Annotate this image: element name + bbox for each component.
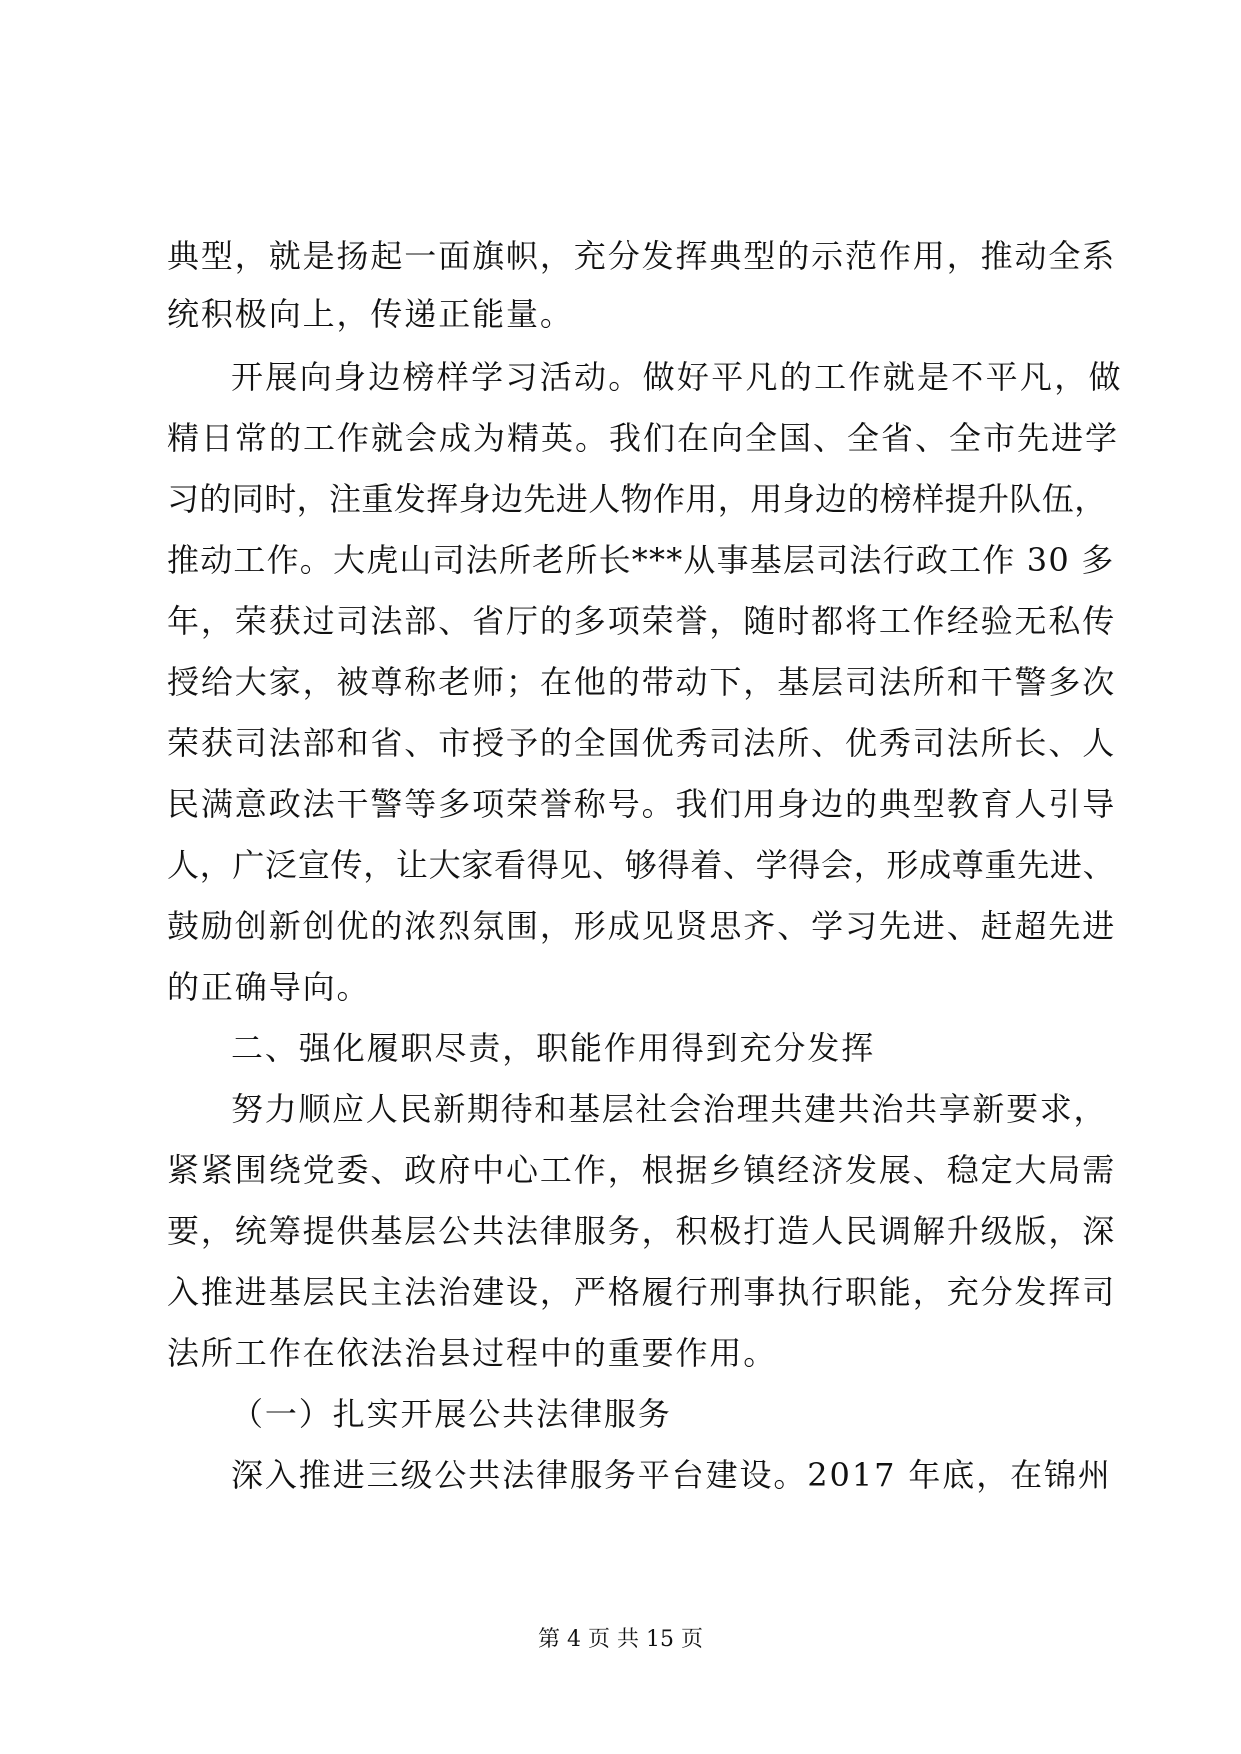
text-line: 要，统筹提供基层公共法律服务，积极打造人民调解升级版，深 (167, 1212, 1117, 1250)
text-line: 开展向身边榜样学习活动。做好平凡的工作就是不平凡，做 (231, 358, 1123, 396)
text-line: 推动工作。大虎山司法所老所长***从事基层司法行政工作 30 多 (167, 541, 1115, 579)
text-line: 鼓励创新创优的浓烈氛围，形成见贤思齐、学习先进、赶超先进 (167, 907, 1117, 945)
text-line: 入推进基层民主法治建设，严格履行刑事执行职能，充分发挥司 (167, 1273, 1117, 1311)
text-line: 人，广泛宣传，让大家看得见、够得着、学得会，形成尊重先进、 (167, 846, 1116, 884)
subsection-heading: （一）扎实开展公共法律服务 (231, 1395, 672, 1433)
text-line: 习的同时，注重发挥身边先进人物作用，用身边的榜样提升队伍， (167, 480, 1107, 518)
text-line: 统积极向上，传递正能量。 (167, 295, 574, 333)
text-line: 精日常的工作就会成为精英。我们在向全国、全省、全市先进学 (167, 419, 1120, 457)
text-line: 年，荣获过司法部、省厅的多项荣誉，随时都将工作经验无私传 (167, 602, 1117, 640)
text-line: 民满意政法干警等多项荣誉称号。我们用身边的典型教育人引导 (167, 785, 1117, 823)
section-heading: 二、强化履职尽责，职能作用得到充分发挥 (231, 1029, 876, 1067)
text-line: 紧紧围绕党委、政府中心工作，根据乡镇经济发展、稳定大局需 (167, 1151, 1117, 1189)
text-line: 的正确导向。 (167, 968, 371, 1006)
text-line: 授给大家，被尊称老师；在他的带动下，基层司法所和干警多次 (167, 663, 1117, 701)
page-number-footer: 第 4 页 共 15 页 (538, 1627, 703, 1652)
text-line: 荣获司法部和省、市授予的全国优秀司法所、优秀司法所长、人 (167, 724, 1117, 762)
text-line: 深入推进三级公共法律服务平台建设。2017 年底，在锦州 (231, 1456, 1112, 1494)
text-line: 法所工作在依法治县过程中的重要作用。 (167, 1334, 778, 1372)
text-line: 努力顺应人民新期待和基层社会治理共建共治共享新要求， (231, 1090, 1108, 1128)
text-line: 典型，就是扬起一面旗帜，充分发挥典型的示范作用，推动全系 (167, 237, 1117, 275)
